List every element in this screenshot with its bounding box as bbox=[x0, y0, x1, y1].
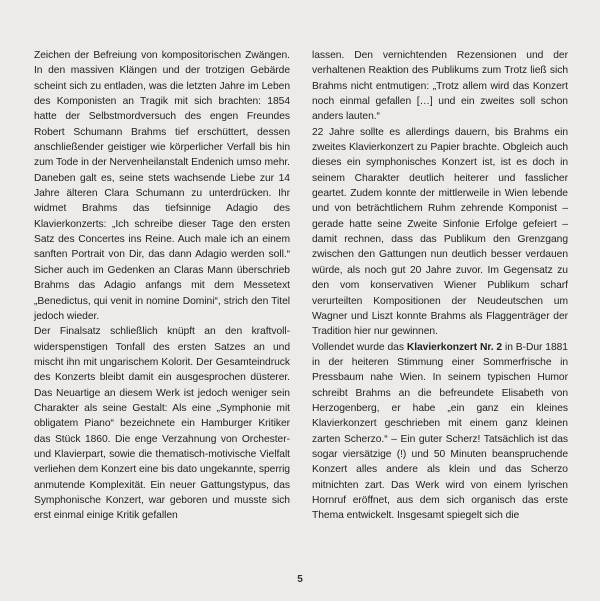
left-paragraph-2: Der Finalsatz schließlich knüpft an den kraftvoll-widerspenstigen Tonfall des ersten Satzes an und mischt ihn mit ungarischem Kolorit. Der Gesamteindruck des Konzerts bleibt damit ein ausgesprochen düsterer. Das Neuartige an diesem Werk ist jedoch weniger sein Charakter als seine Gestalt: Als eine „Symphonie mit obligatem Piano“ bezeichnete ein Hamburger Kritiker das Stück 1860. Die enge Verzahnung von Orchester- und Klavierpart, sowie die thematisch-motivische Vielfalt verliehen dem Konzert eine bis dato ungekannte, sperrig anmutende Komplexität. Ein neuer Gattungstypus, das Symphonische Konzert, war geboren und musste sich erst einmal einige Kritik gefallen bbox=[34, 326, 290, 522]
right-column bbox=[312, 48, 568, 524]
left-column bbox=[34, 48, 290, 524]
right-paragraph-2: 22 Jahre sollte es allerdings dauern, bis Brahms ein zweites Klavierkonzert zu Papier brachte. Obgleich auch dieses ein symphonisches Konzert ist, ist es doch in seinem Charakter deutlich heiterer und fasslicher geartet. Zudem konnte der mittlerweile in Wien lebende und von beträchtlichem Ruhm zehrende Komponist – gerade hatte seine Zweite Sinfonie Erfolge gefeiert – damit rechnen, dass das Publikum den Grenzgang zwischen den Gattungen nun deutlich besser verdauen würde, als noch gut 20 Jahre zuvor. Im Gegensatz zu den vom konservativen Wiener Publikum scharf verurteilten Kompositionen der Neudeutschen um Wagner und Liszt konnte Brahms als Flaggenträger der Tradition hier nur gewinnen. bbox=[312, 126, 568, 338]
right-paragraph-3-start: Vollendet wurde das bbox=[312, 341, 407, 353]
page-number: 5 bbox=[297, 574, 303, 585]
left-paragraph-1: Zeichen der Befreiung von kompositorischen Zwängen. In den massiven Klängen und der trotzigen Gebärde scheint sich zu entladen, was die letzten Jahre im Leben des Komponisten an Tragik mit sich brachten: 1854 hatte der Selbstmordversuch des engen Freundes Robert Schumann Brahms tief erschüttert, dessen anschließender geistiger wie körperlicher Verfall bis hin zum Tode in der Nervenheilanstalt Endenich umso mehr. Daneben galt es, seine stets wachsende Liebe zur 14 Jahre älteren Clara Schumann zu unterdrücken. Ihr widmet Brahms das tiefsinnige Adagio des Klavierkonzerts: „Ich schreibe dieser Tage den ersten Satz des Concertes ins Reine. Auch male ich an einem sanften Portrait von Dir, das dann Adagio werden soll.“ Sicher auch im Gedenken an Claras Mann überschrieb Brahms das Adagio anfangs mit dem Messetext „Benedictus, qui venit in nomine Domini“, strich den Titel jedoch wieder. bbox=[34, 50, 290, 322]
concerto-title-bold: Klavierkonzert Nr. 2 bbox=[406, 341, 503, 353]
right-paragraph-3 bbox=[312, 340, 568, 524]
right-paragraph-3-end: in B-Dur 1881 in der heiteren Stimmung einer Sommerfrische in Pressbaum nahe Wien. In seinem typischen Humor schreibt Brahms an die befreundete Elisabeth von Herzogenberg, er habe „ein ganz ein kleines Klavierkonzert geschrieben mit einem ganz kleinen zarten Scherzo.“ – Ein guter Scherz! Tatsächlich ist das sogar viersätzige (!) und 50 Minuten beanspruchende Konzert alles andere als klein und das Scherzo mitnichten zart. Das Werk wird von einem lyrischen Hornruf eröffnet, aus dem sich organisch das erste Thema entwickelt. Insgesamt spiegelt sich die bbox=[312, 341, 568, 522]
right-paragraph-1: lassen. Den vernichtenden Rezensionen und der verhaltenen Reaktion des Publikums zum Trotz ließ sich Brahms nicht entmutigen: „Trotz allem wird das Konzert noch einmal gefallen […] und ein zweites soll schon anders lauten.“ bbox=[312, 50, 568, 123]
